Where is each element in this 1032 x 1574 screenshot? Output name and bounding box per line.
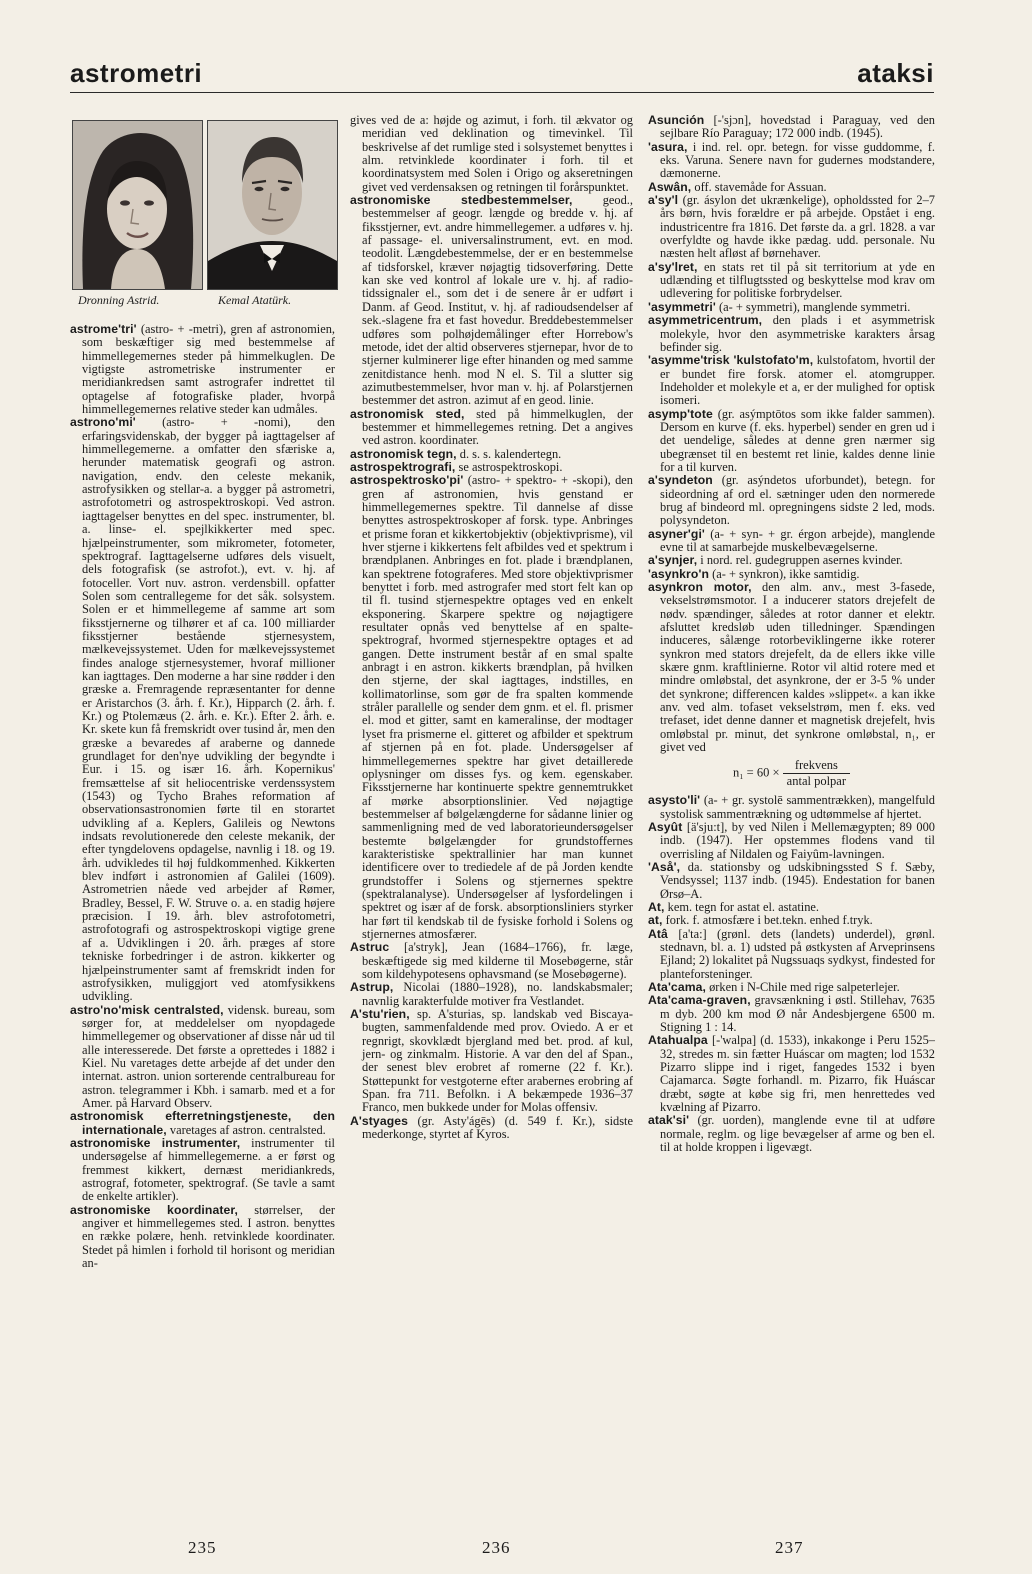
headword: astronomisk efterretningstjeneste, den internationale,: [70, 1109, 335, 1137]
column-1: [70, 112, 335, 1270]
entry: [648, 261, 935, 301]
headword: Atâ: [648, 926, 668, 941]
headword: Astrup,: [350, 980, 394, 995]
headword: astronomiske stedbestemmelser,: [350, 193, 573, 208]
definition: størrelser, der angiver et himmellegemes sted. I astron. benyttes en række polære, henh. retvinklede koordinater. Stedet på himlen i forhold til horisont og meridian an-: [82, 1202, 335, 1271]
formula-numerator: frekvens: [783, 759, 850, 774]
definition: da. stationsby og udskibningssted S f. Sæby, Vendsyssel; 1137 indb. (1945). Endestation for banen Ørsø–A.: [660, 859, 935, 901]
headword: astrospektrosko'pi': [350, 473, 464, 488]
entry: [648, 194, 935, 261]
headword: astrono'mi': [70, 415, 136, 430]
page-number-left: 235: [188, 1538, 217, 1557]
headword: astronomiske koordinater,: [70, 1202, 239, 1217]
definition: i ind. rel. opr. betegn. for visse guddomme, f. eks. Varuna. Senere navn for gudernes modstandere, dæmonerne.: [660, 139, 935, 181]
entry: [648, 1114, 935, 1154]
formula-lhs: n₁ = 60 ×: [732, 765, 780, 780]
running-head-left: astrometri: [70, 58, 203, 88]
entry: [648, 568, 935, 581]
portrait-dronning-astrid: [72, 120, 203, 290]
definition: [-'walpa] (d. 1533), inkakonge i Peru 1525–32, stredes m. sin fætter Huáscar om magten; lod 1532 Pizarro slippe ind i riget, fangedes 1532 i byen Cajamarca. Søgte forhandl. m. Pizarro, fik Huáscar dræbt, søgte at købe sig fri, men henrettedes ved kvælning af Pizarro.: [660, 1033, 935, 1115]
definition: kulstofatom, hvortil der er bundet fire forsk. atomer el. atomgrupper. Indeholder et molekyle et a, er der mulighed for optisk isomeri.: [660, 353, 936, 408]
entry: [648, 354, 935, 407]
headword: Ata'cama,: [648, 980, 706, 994]
entry: [648, 181, 935, 194]
entry: [648, 981, 935, 994]
entry: [70, 416, 335, 1003]
entry: [648, 528, 935, 555]
entry: [350, 1008, 633, 1115]
headword: 'asura,: [648, 139, 688, 154]
entry: [350, 408, 633, 448]
headword: a'sy'lret,: [648, 259, 698, 274]
definition: den plads i et asymmetrisk molekyle, hvor den asymmetriske karakters årsag befinder sig.: [660, 313, 935, 354]
headword: 'asymmetri': [648, 299, 716, 314]
headword: 'Aså',: [648, 859, 681, 874]
headword: astrospektrografi,: [350, 459, 456, 474]
entry: [70, 1004, 335, 1111]
entry: [648, 314, 935, 354]
formula-denominator: antal polpar: [786, 773, 847, 788]
entry: [70, 1110, 335, 1137]
entry-continuation: [350, 114, 633, 194]
definition: (gr. ásylon det ukrænkelige), opholdssted for 2–7 års børn, hvis forældre er på arbejde. Opstået i eng. industricentre fra 1816. Det første da. a grl. 1828. a var overfyldte og havde ikke pædag. udd. personale. Nu næsten helt afløst af børnehaver.: [660, 193, 935, 261]
portrait-kemal-ataturk: [207, 120, 338, 290]
definition: gives ved de a: højde og azimut, i forh. til ækvator og meridian ved deklination og timevinkel. Til beskrivelse af det rumlige sted i solsystemet benyttes i alm. retvinklede koordinater i forh. til et koordinatsystem med Solen i Origo og akseretningen givet ved verdensaksen og retningen til forårspunktet.: [350, 113, 633, 194]
definition: [a'stryk], Jean (1684–1766), fr. læge, beskæftigede sig med kilderne til Mosebøgerne, står som kildehypotesens ophavsmand (se Mosebøgerne).: [362, 940, 633, 981]
entry: [648, 114, 935, 141]
definition: i nord. rel. gudegruppen asernes kvinder.: [697, 553, 903, 568]
formula-synchronous-speed: [648, 759, 935, 789]
definition: (gr. asýmptōtos som ikke falder sammen). Dersom en kurve (f. eks. hyperbel) sender en gren ud i det uendelige, således at denne gren nærmer sig ubegrænset til en bestemt ret linie, kaldes denne linie for a til kurven.: [660, 406, 935, 474]
definition: gravsænkning i østl. Stillehav, 7635 m dyb. 200 km mod Ø når Andesbjergene 6500 m. Stigning 1 : 14.: [660, 993, 935, 1035]
headword: atak'si': [648, 1113, 690, 1128]
entry: [70, 1137, 335, 1204]
entry: [648, 861, 935, 901]
entry: [648, 914, 935, 927]
definition: varetages af astron. centralsted.: [166, 1122, 326, 1137]
headword: 'asymme'trisk 'kulstofato'm,: [648, 353, 814, 368]
headword: astronomisk tegn,: [350, 446, 457, 461]
entry: [350, 461, 633, 474]
definition: (astro- + spektro- + -skopi), den gren af astronomien, hvis genstand er himmellegemernes spektre. Til dannelse af disse benyttes astrospektroskoper af forsk. type. Anbringes et prisme foran et kikkertobjektiv (objektivprisme), vil hver stjerne i kikkertens felt afbildes ved et spektrum i brændplanen. Anbringes en fot. plade i brændplanen, kan spektrene fotograferes. Med store objektivprismer benyttet i forb. med astrografer med stort felt kan op til fl. tusind stjernespektre optages ved en enkelt eksponering. Skarpere spektre og nøjagtigere resultater opnås ved benyttelse af en spalte-spektrograf, hvormed stjernespektre optages et ad gangen. Dette instrument består af en smal spalte anbragt i en astron. kikkerts brændplan, på hvilken den stjerne, der skal iagttages, indstilles, en kollimatorlinse, som gør de fra spalten kommende stråler parallelle og sender dem gnm. et el. fl. prismer el. mod et gitter, samt en kameralinse, der modtager lyset fra prismerne el. gitteret og afbilder et spektrum af stjernen på en fot. plade. Undersøgelser af himmellegemernes spektre har givet detaillerede oplysninger om disses fys. og kem. egenskaber. Fiksstjernerne har kontinuerte spektre gennemtrukket af mørke absorptionslinier. Ved nøjagtige bestemmelser af bølgelængderne for sådanne linier og sammenligning med de ved laboratorieundersøgelser bestemte bølgelængder for grundstoffernes karakteristiske spektrallinier har man kunnet identificere over to trediedele af de på Jorden kendte grundstoffer i Solens og stjernernes spektre (spektralanalyse). Undersøgelser af lysfordelingen i spektret og især af de forsk. absorptionsliniers styrker har ført til kendskab til de fysiske forhold i Solens og stjernernes atmosfærer.: [362, 473, 633, 941]
portrait-image-b: [208, 121, 337, 289]
headword: asymp'tote: [648, 406, 713, 421]
headword: asysto'li': [648, 793, 701, 808]
entry: [648, 794, 935, 821]
headword: astro'no'misk centralsted,: [70, 1002, 224, 1017]
caption-ataturk: Kemal Atatürk.: [218, 293, 292, 307]
definition: instrumenter til undersøgelse af himmellegemerne. a er først og fremmest kikkert, dernæst meridiankreds, astrograf, fotometer, spektrograf. (Se tavle a samt de enkelte artikler).: [82, 1135, 335, 1204]
definition: (gr. Asty'ágēs) (d. 549 f. Kr.), sidste mederkonge, styrtet af Kyros.: [362, 1113, 633, 1142]
definition: [ä'sju:t], by ved Nilen i Mellemægypten; 89 000 indb. (1947). Her opstemmes flodens vand til overrisling af Nildalen og Faiyûm-lavningen.: [660, 819, 935, 861]
headword: a'synjer,: [648, 553, 698, 568]
column-2: [350, 114, 633, 1141]
definition: [a'ta:] (grønl. dets (landets) underdel), grønl. stednavn, bl. a. 1) udsted på østkysten af Arveprinsens Ejland; 2) lokalitet på Nugssuaqs sydkyst, findested for planteforsteninger.: [660, 926, 935, 981]
definition: den alm. anv., mest 3-fasede, vekselstrømsmotor. I a inducerer stators drejefelt de nødv. spændinger, således at rotor danner et elektr. afsluttet kredsløb uden tilledninger. Spændingen induceres, sålænge rotorbeviklingerne ikke roterer synkron med stators drejefelt, da de ellers ikke ville skære gnm. kraftlinierne. Rotor vil altid rotere med et mindre omløbstal, det asynkrone, der er 3-5 % under det synkrone; differencen kaldes »slippet«. a kan ikke anv. ved alm. tofaset vekselstrøm, men f. eks. ved trefaset, idet denne danner et magnetisk drejefelt, hvis omløbstal pr. minut, det synkrone omløbstal, n₁, er givet ved: [660, 580, 935, 755]
entry: [350, 474, 633, 941]
headword: At,: [648, 899, 665, 914]
entry: [70, 1204, 335, 1271]
entry: [648, 581, 935, 754]
caption-astrid: Dronning Astrid.: [78, 293, 160, 307]
definition: [-'sjɔn], hovedstad i Paraguay, ved den sejlbare Río Paraguay; 172 000 indb. (1945).: [660, 113, 935, 141]
headword: astrome'tri': [70, 322, 137, 336]
entry: [648, 1034, 935, 1114]
headword: Atahualpa: [648, 1033, 708, 1048]
definition: sted på himmelkuglen, der bestemmer et himmellegemes retning. Det a angives ved astron. koordinater.: [362, 406, 633, 448]
headword: Aswân,: [648, 179, 692, 194]
headword: asymmetricentrum,: [648, 313, 763, 328]
definition: se astrospektroskopi.: [455, 459, 563, 474]
entry: [350, 448, 633, 461]
definition: geod., bestemmelser af geogr. længde og bredde v. hj. af fiksstjerner, evt. andre himmellegemer. a udføres v. hj. af passage- el. universalinstrument, evt. en mod. teodolit. Længdebestemmelse, der er en bestemmelse af tidsforskel, kræver nøjagtig tidsoverføring. Dette kan ske ved kontrol af lokale ure v. hj. af radio-tidssignaler el., som det i de senere år er udført i Danm. af Geod. Institut, v. hj. af radioudsendelser af sek.-slagene fra et fast hovedur. Breddebestemmelser udføres som polhøjdemålinger efter Horrebow's metode, idet der altid observeres stjernepar, hvor de to stjerner kulminerer lige efter hinanden og med samme zenitdistance henh. mod N el. S. Til a slutter sig azimutbestemmelser, hvor man v. hj. af Polarstjernen bestemmer det astron. azimut af en geod. linie.: [362, 193, 633, 408]
portrait-row: [70, 112, 335, 317]
definition: (astro- + -nomi), den erfaringsvidenskab, der bygger på iagttagelser af himmellegemerne. a omfatter den sfæriske a, herunder matematisk geografi og astron. navigation, endv. den celeste mekanik, astrofysikken og stellar-a. a bygger på astrometri, astrofotometri og astrospektroskopi. Ved astron. iagttagelser benyttes en del spec. instrumenter, bl. a. linse- el. spejlkikkerter med spec. hjælpeinstrumenter, som mikrometer, fotometer, spektrograf. Iagttagelserne udføres dels visuelt, dels fotografisk (se astrofot.), evt. v. hj. af fotoceller. Vort nuv. astron. verdensbill. opfatter Solen som centrallegeme for det såk. solsystem. Solen er et himmellegeme af samme art som fiksstjernerne og tilhører et af ca. 100 milliarder fiksstjerner bestående stjernesystem, mælkevejssystemet. Uden for mælkevejssystemet findes analoge stjernesystemer, hvoraf millioner kan iagttages. Den moderne a har sine rødder i den græske a. Fremragende repræsentanter for denne er Aristarchos (3. årh. f. Kr.), Hipparch (2. årh. f. Kr.) og Ptolemæus (2. årh. e. Kr.). Efter 2. årh. e. Kr. skete kun få fremskridt over tusind år, men den græske a bevaredes af araberne og dannede grundlaget for den'nye udvikling der begyndte i Eur. i 15. og især 16. årh. Kopernikus' fremsættelse af sit heliocentriske verdenssystem (1543) og Tycho Brahes reformation af observationsastronomien førte til en storartet udvikling af a. Keplers, Galileis og Newtons indsats revolutionerede den celeste mekanik, der efter tyngdelovens opdagelse, navnlig i 18. og 19. årh. udvikledes til høj fuldkommenhed. Kikkerten blev indført i astronomien af Galilei (1609). Astrometrien nåede ved arbejder af Rømer, Bradley, Bessel, F. W. Struve o. a. en stadig højere præcision. I 19. årh. blev astrofotometri, astrofotografi og astrospektroskopi vigtige grene af a. Udviklingen i 20. årh. præges af store tekniske forbedringer i de astron. kikkerter og hjælpeinstrumenter samt af fremskridt inden for astrofysikken, muliggjort ved atomfysikkens udvikling.: [82, 415, 335, 1004]
entry: [350, 194, 633, 408]
definition: off. stavemåde for Assuan.: [691, 179, 827, 194]
definition: en stats ret til på sit territorium at yde en udlænding et tilflugtssted og beskyttelse mod krav om udlevering for politiske forbrydelser.: [660, 259, 935, 301]
entry: [648, 554, 935, 567]
definition: (a- + synkron), ikke samtidig.: [709, 566, 860, 581]
entry: [350, 941, 633, 981]
headword: Asunción: [648, 113, 705, 127]
entry: [648, 901, 935, 914]
headword: Ata'cama-graven,: [648, 993, 751, 1008]
headword: Asyût: [648, 819, 683, 834]
running-head-right: ataksi: [857, 58, 934, 88]
headword: Astruc: [350, 940, 390, 955]
portrait-image-a: [73, 121, 202, 289]
definition: vidensk. bureau, som sørger for, at meddelelser om nyopdagede himmellegemer og observationer af disse når ud til alle interesserede. Det første a oprettedes i 1882 i Kiel. Nu varetages dette arbejde af det under den internat. astron. union sorterende centralbureau for astron. telegrammer i Kbh. i samarb. med et a for Amer. på Harvard Observ.: [82, 1002, 335, 1110]
entry: [350, 981, 633, 1008]
entry: [648, 408, 935, 475]
definition: (gr. asýndetos uforbundet), betegn. for sideordning af ord el. sætninger uden den normerede brug af bindeord ml. opregningens sidste 2 led, mods. polysyndeton.: [660, 473, 935, 528]
entry: [648, 928, 935, 981]
entry: [70, 323, 335, 416]
page-number-middle: 236: [482, 1538, 511, 1557]
entry: [350, 1115, 633, 1142]
headword: A'stu'rien,: [350, 1007, 410, 1022]
definition: (a- + symmetri), manglende symmetri.: [715, 299, 911, 314]
formula-fraction: [783, 759, 850, 789]
headword: asynkron motor,: [648, 580, 752, 595]
definition: d. s. s. kalendertegn.: [456, 446, 562, 461]
entry: [648, 474, 935, 527]
headword: at,: [648, 913, 663, 928]
entry: [648, 301, 935, 314]
header-rule: [70, 92, 934, 93]
column-3: [648, 114, 935, 1154]
definition: sp. A'sturias, sp. landskab ved Biscaya-bugten, sammenfaldende med prov. Oviedo. A er et regnrigt, skovklædt bjergland med bet. prod. af kul, jern- og zinkmalm. Historie. A var den del af Span., der senest blev erobret af romerne (22 f. Kr.). Støttepunkt for vestgoterne efter arabernes erobring af Span. fra 711. Befolkn. i A bekæmpede 1936–37 Franco, men bukkede under for Molas offensiv.: [362, 1007, 633, 1115]
headword: astronomisk sted,: [350, 406, 465, 421]
definition: kem. tegn for astat el. astatine.: [664, 899, 820, 914]
definition: Nicolai (1880–1928), no. landskabsmaler; navnlig karakterfulde motiver fra Vestlandet.: [362, 980, 633, 1008]
definition: ørken i N-Chile med rige salpeterlejer.: [706, 980, 900, 994]
definition: (astro- + -metri), gren af astronomien, som beskæftiger sig med bestemmelse af himmellegemernes steder på himmelkuglen. De vigtigste astrometriske instrumenter er meridiankredsen samt astrografer indrettet til optagelse af fotografiske plader, hvorpå himmellegemernes relative steder kan udmåles.: [82, 322, 335, 417]
entry: [648, 821, 935, 861]
headword: a'sy'l: [648, 193, 679, 208]
definition: fork. f. atmosfære i bet.tekn. enhed f.tryk.: [662, 913, 873, 928]
headword: a'syndeton: [648, 473, 713, 488]
entry: [648, 994, 935, 1034]
entry: [648, 141, 935, 181]
page-number-right: 237: [775, 1538, 804, 1557]
definition: (a- + syn- + gr. érgon arbejde), manglende evne til at samarbejde muskelbevægelserne.: [660, 526, 935, 554]
headword: A'styages: [350, 1113, 408, 1128]
definition: (a- + gr. systolē sammentrækken), mangelfuld systolisk sammentrækning og udtømmelse af hjertet.: [660, 793, 935, 821]
headword: astronomiske instrumenter,: [70, 1135, 241, 1150]
headword: 'asynkro'n: [648, 566, 709, 581]
headword: asyner'gi': [648, 526, 705, 541]
definition: (gr. uorden), manglende evne til at udføre normale, reglm. og lige bevægelser af arme og ben el. til at holde kroppen i ligevægt.: [660, 1113, 935, 1155]
